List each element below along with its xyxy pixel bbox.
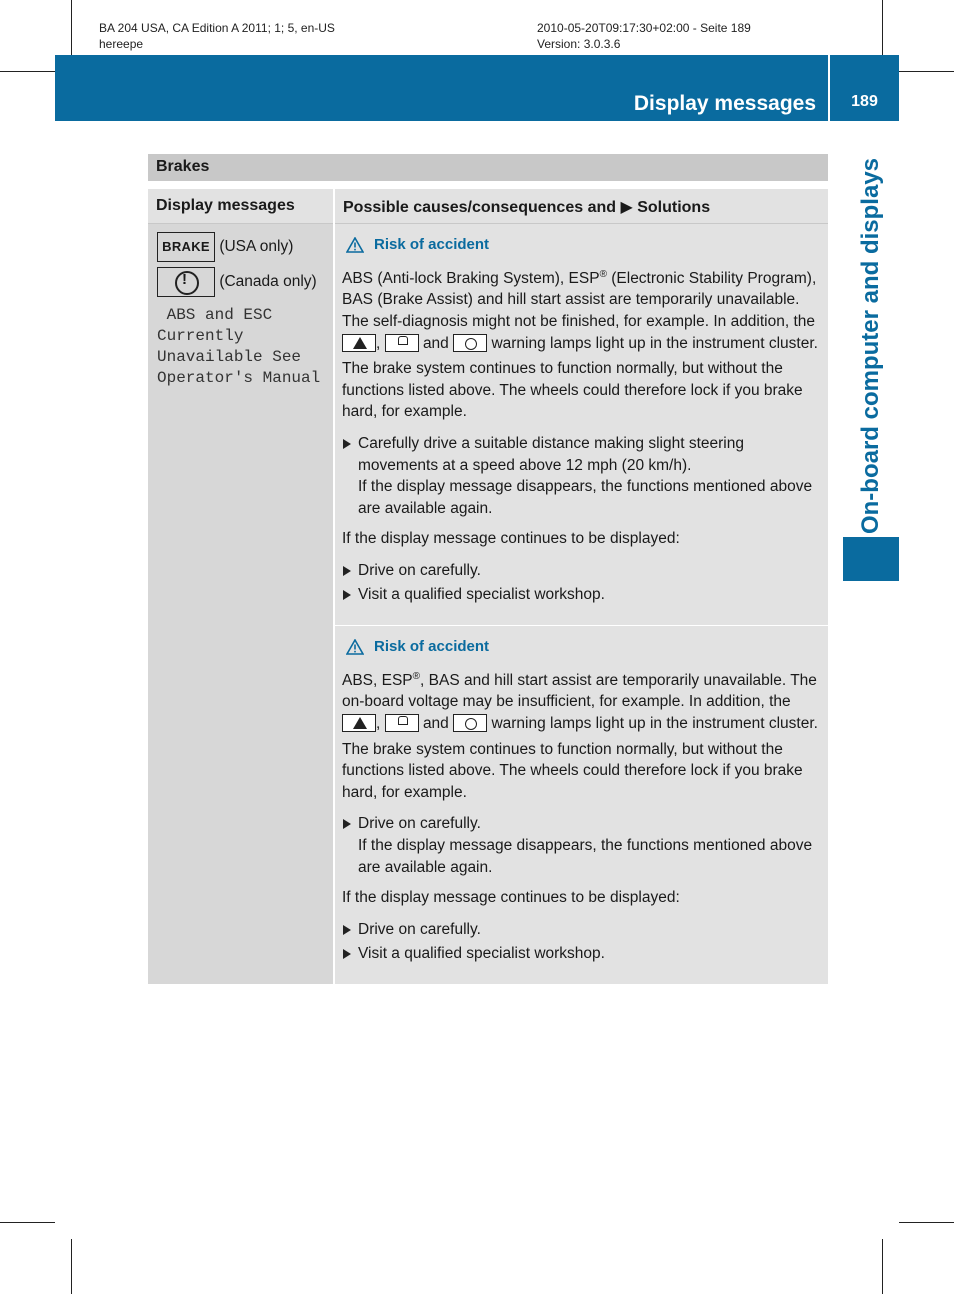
bullet-arrow-icon <box>343 566 351 576</box>
print-date: 2010-05-20T09:17:30+02:00 - Seite 189 <box>537 21 751 35</box>
crop-mark <box>71 0 72 55</box>
solution-step: Drive on carefully. <box>342 919 822 941</box>
display-message-text: ABS and ESC Currently Unavailable See Operator's Manual <box>157 306 321 387</box>
esp-off-lamp-icon <box>385 714 419 732</box>
brake-circle-warning-icon <box>157 267 215 297</box>
cause-paragraph: ABS (Anti-lock Braking System), ESP® (Electronic Stability Program), BAS (Brake Assist) and hill start assist are temporarily unavailable. The self-diagnosis might not be finished, for example. In addition, the , and warning lamps light up in the instrument cluster. <box>342 268 818 352</box>
esp-off-lamp-icon <box>385 334 419 352</box>
column-header: Possible causes/consequences and ▶ Solutions <box>343 199 711 216</box>
bullet-arrow-icon <box>343 949 351 959</box>
abs-lamp-icon <box>453 334 487 352</box>
consequence-paragraph: The brake system continues to function normally, but without the functions listed above. The wheels could therefore lock if you brake hard, for example. <box>342 360 803 421</box>
condition-paragraph: If the display message continues to be displayed: <box>342 530 680 548</box>
crop-mark <box>882 1239 883 1294</box>
page-header-bar <box>55 55 828 121</box>
chapter-tab-marker <box>843 537 899 581</box>
section-heading-bar <box>148 154 828 181</box>
column-header: Display messages <box>156 197 295 214</box>
causes-block-2 <box>335 626 828 984</box>
display-message-cell <box>148 224 333 984</box>
doc-id: BA 204 USA, CA Edition A 2011; 1; 5, en-US <box>99 21 335 35</box>
crop-mark <box>899 1222 954 1223</box>
crop-mark <box>71 1239 72 1294</box>
solution-step: Drive on carefully. <box>342 560 822 582</box>
risk-warning-heading: Risk of accident <box>342 234 822 256</box>
risk-warning-heading: Risk of accident <box>342 636 822 658</box>
solution-step: Carefully drive a suitable distance making slight steering movements at a speed above 12 mph (20 km/h). If the display message disappears, the functions mentioned above are available again. <box>342 433 822 519</box>
solution-step: Drive on carefully. If the display message disappears, the functions mentioned above are available again. <box>342 813 822 878</box>
brake-warning-icon: BRAKE <box>157 232 215 262</box>
page-number: 189 <box>851 93 878 110</box>
solution-step: Visit a qualified specialist workshop. <box>342 943 822 965</box>
usa-label: (USA only) <box>219 238 294 256</box>
canada-label: (Canada only) <box>219 273 317 291</box>
condition-paragraph: If the display message continues to be displayed: <box>342 889 680 907</box>
bullet-arrow-icon <box>343 819 351 829</box>
page-title: Display messages <box>633 92 816 115</box>
doc-tag: hereepe <box>99 37 144 51</box>
print-meta-right <box>537 20 751 52</box>
crop-mark <box>0 1222 55 1223</box>
crop-mark <box>899 71 954 72</box>
section-title: Brakes <box>156 158 210 175</box>
abs-lamp-icon <box>453 714 487 732</box>
warning-triangle-icon <box>346 237 364 253</box>
cause-paragraph: ABS, ESP®, BAS and hill start assist are temporarily unavailable. The on-board voltage may be insufficient, for example. In addition, the , and warning lamps light up in the instrument cluster. <box>342 670 818 732</box>
abs-warning-lamp-icon <box>342 714 376 732</box>
table-header-causes-solutions <box>335 189 828 224</box>
chapter-side-label: On-board computer and displays <box>857 157 884 535</box>
table-header-display-messages <box>148 189 333 224</box>
page-number-box <box>830 55 899 121</box>
solution-step: Visit a qualified specialist workshop. <box>342 584 822 606</box>
print-version: Version: 3.0.3.6 <box>537 37 621 51</box>
bullet-arrow-icon <box>343 439 351 449</box>
print-meta-left <box>99 20 335 52</box>
crop-mark <box>0 71 55 72</box>
causes-block-1 <box>335 224 828 625</box>
bullet-arrow-icon <box>343 590 351 600</box>
abs-warning-lamp-icon <box>342 334 376 352</box>
warning-triangle-icon <box>346 639 364 655</box>
consequence-paragraph: The brake system continues to function normally, but without the functions listed above. The wheels could therefore lock if you brake hard, for example. <box>342 740 803 801</box>
crop-mark <box>882 0 883 55</box>
bullet-arrow-icon <box>343 925 351 935</box>
